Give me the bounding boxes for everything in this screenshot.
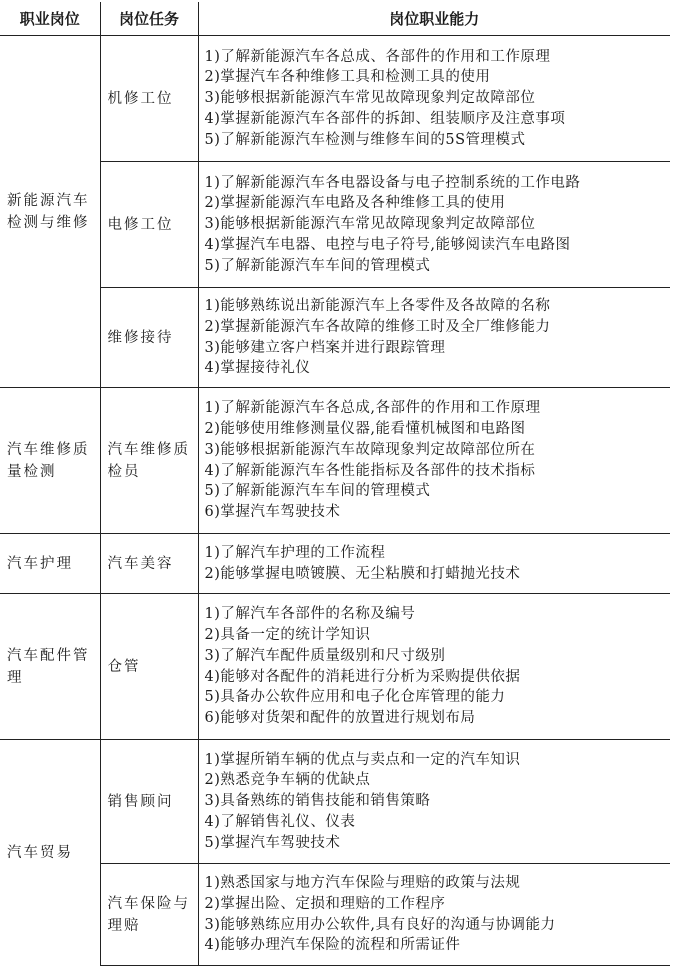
table-row <box>0 534 670 594</box>
ability-item: 5)了解新能源汽车检测与维修车间的5S管理模式 <box>204 131 526 148</box>
ability-cell <box>198 740 670 864</box>
task-cell: 维修接待 <box>100 288 198 388</box>
job-ability-table <box>0 2 670 966</box>
ability-list <box>205 296 671 379</box>
task-cell: 机修工位 <box>100 36 198 162</box>
ability-item: 2)能够使用维修测量仪器,能看懂机械图和电路图 <box>204 420 526 437</box>
position-cell: 新能源汽车检测与维修 <box>0 36 100 388</box>
ability-item: 2)掌握新能源汽车电路及各种维修工具的使用 <box>204 195 506 212</box>
ability-item: 3)能够根据新能源汽车常见故障现象判定故障部位 <box>204 216 536 233</box>
table-row <box>0 594 670 740</box>
table-row <box>0 162 670 288</box>
ability-item: 2)熟悉竞争车辆的优缺点 <box>204 772 371 789</box>
ability-item: 4)掌握汽车电器、电控与电子符号,能够阅读汽车电路图 <box>204 236 571 253</box>
ability-item: 5)具备办公软件应用和电子化仓库管理的能力 <box>204 689 506 706</box>
ability-item: 4)能够对各配件的消耗进行分析为采购提供依据 <box>204 668 521 685</box>
ability-list <box>205 398 671 523</box>
ability-item: 1)熟悉国家与地方汽车保险与理赔的政策与法规 <box>204 874 521 891</box>
ability-item: 2)能够掌握电喷镀膜、无尘粘膜和打蜡抛光技术 <box>204 565 521 582</box>
task-cell: 销售顾问 <box>100 740 198 864</box>
header-ability: 岗位职业能力 <box>198 2 670 36</box>
ability-list <box>205 750 671 854</box>
ability-item: 1)了解新能源汽车各总成,各部件的作用和工作原理 <box>204 400 541 417</box>
table-row <box>0 36 670 162</box>
ability-item: 3)能够熟练应用办公软件,具有良好的沟通与协调能力 <box>204 916 556 933</box>
ability-list <box>205 173 671 277</box>
ability-item: 1)能够熟练说出新能源汽车上各零件及各故障的名称 <box>204 297 551 314</box>
ability-item: 4)掌握新能源汽车各部件的拆卸、组装顺序及注意事项 <box>204 110 566 127</box>
ability-list <box>205 604 671 729</box>
ability-item: 6)能够对货架和配件的放置进行规划布局 <box>204 710 476 727</box>
ability-list <box>205 873 671 956</box>
ability-item: 1)了解汽车护理的工作流程 <box>204 544 386 561</box>
ability-item: 3)能够根据新能源汽车故障现象判定故障部位所在 <box>204 441 536 458</box>
ability-item: 1)掌握所销车辆的优点与卖点和一定的汽车知识 <box>204 751 521 768</box>
task-cell: 汽车美容 <box>100 534 198 594</box>
ability-item: 5)掌握汽车驾驶技术 <box>204 834 341 851</box>
position-cell: 汽车维修质量检测 <box>0 388 100 534</box>
ability-cell <box>198 594 670 740</box>
task-cell: 汽车保险与理赔 <box>100 864 198 966</box>
ability-item: 3)能够建立客户档案并进行跟踪管理 <box>204 339 446 356</box>
task-cell: 仓管 <box>100 594 198 740</box>
ability-item: 2)掌握新能源汽车各故障的维修工时及全厂维修能力 <box>204 318 551 335</box>
ability-item: 2)掌握汽车各种维修工具和检测工具的使用 <box>204 69 491 86</box>
ability-item: 5)了解新能源汽车车间的管理模式 <box>204 483 431 500</box>
ability-list <box>205 543 671 585</box>
ability-item: 2)掌握出险、定损和理赔的工作程序 <box>204 895 446 912</box>
table-row <box>0 740 670 864</box>
header-task: 岗位任务 <box>100 2 198 36</box>
position-cell: 汽车护理 <box>0 534 100 594</box>
ability-item: 5)了解新能源汽车车间的管理模式 <box>204 257 431 274</box>
task-cell: 汽车维修质检员 <box>100 388 198 534</box>
ability-item: 1)了解新能源汽车各总成、各部件的作用和工作原理 <box>204 48 551 65</box>
ability-cell <box>198 534 670 594</box>
ability-cell <box>198 288 670 388</box>
ability-cell <box>198 388 670 534</box>
task-cell: 电修工位 <box>100 162 198 288</box>
ability-item: 3)了解汽车配件质量级别和尺寸级别 <box>204 647 446 664</box>
table-row <box>0 288 670 388</box>
header-position: 职业岗位 <box>0 2 100 36</box>
table-header-row <box>0 2 670 36</box>
ability-item: 1)了解汽车各部件的名称及编号 <box>204 606 416 623</box>
ability-item: 6)掌握汽车驾驶技术 <box>204 504 341 521</box>
ability-item: 4)能够办理汽车保险的流程和所需证件 <box>204 937 461 954</box>
ability-item: 1)了解新能源汽车各电器设备与电子控制系统的工作电路 <box>204 174 581 191</box>
position-cell: 汽车贸易 <box>0 740 100 966</box>
ability-item: 3)具备熟练的销售技能和销售策略 <box>204 793 431 810</box>
table-row <box>0 864 670 966</box>
ability-cell <box>198 162 670 288</box>
ability-item: 2)具备一定的统计学知识 <box>204 626 371 643</box>
ability-item: 3)能够根据新能源汽车常见故障现象判定故障部位 <box>204 90 536 107</box>
ability-item: 4)掌握接待礼仪 <box>204 360 311 377</box>
ability-cell <box>198 36 670 162</box>
ability-cell <box>198 864 670 966</box>
position-cell: 汽车配件管理 <box>0 594 100 740</box>
table-row <box>0 388 670 534</box>
ability-item: 4)了解销售礼仪、仪表 <box>204 813 356 830</box>
ability-list <box>205 47 671 151</box>
ability-item: 4)了解新能源汽车各性能指标及各部件的技术指标 <box>204 462 536 479</box>
